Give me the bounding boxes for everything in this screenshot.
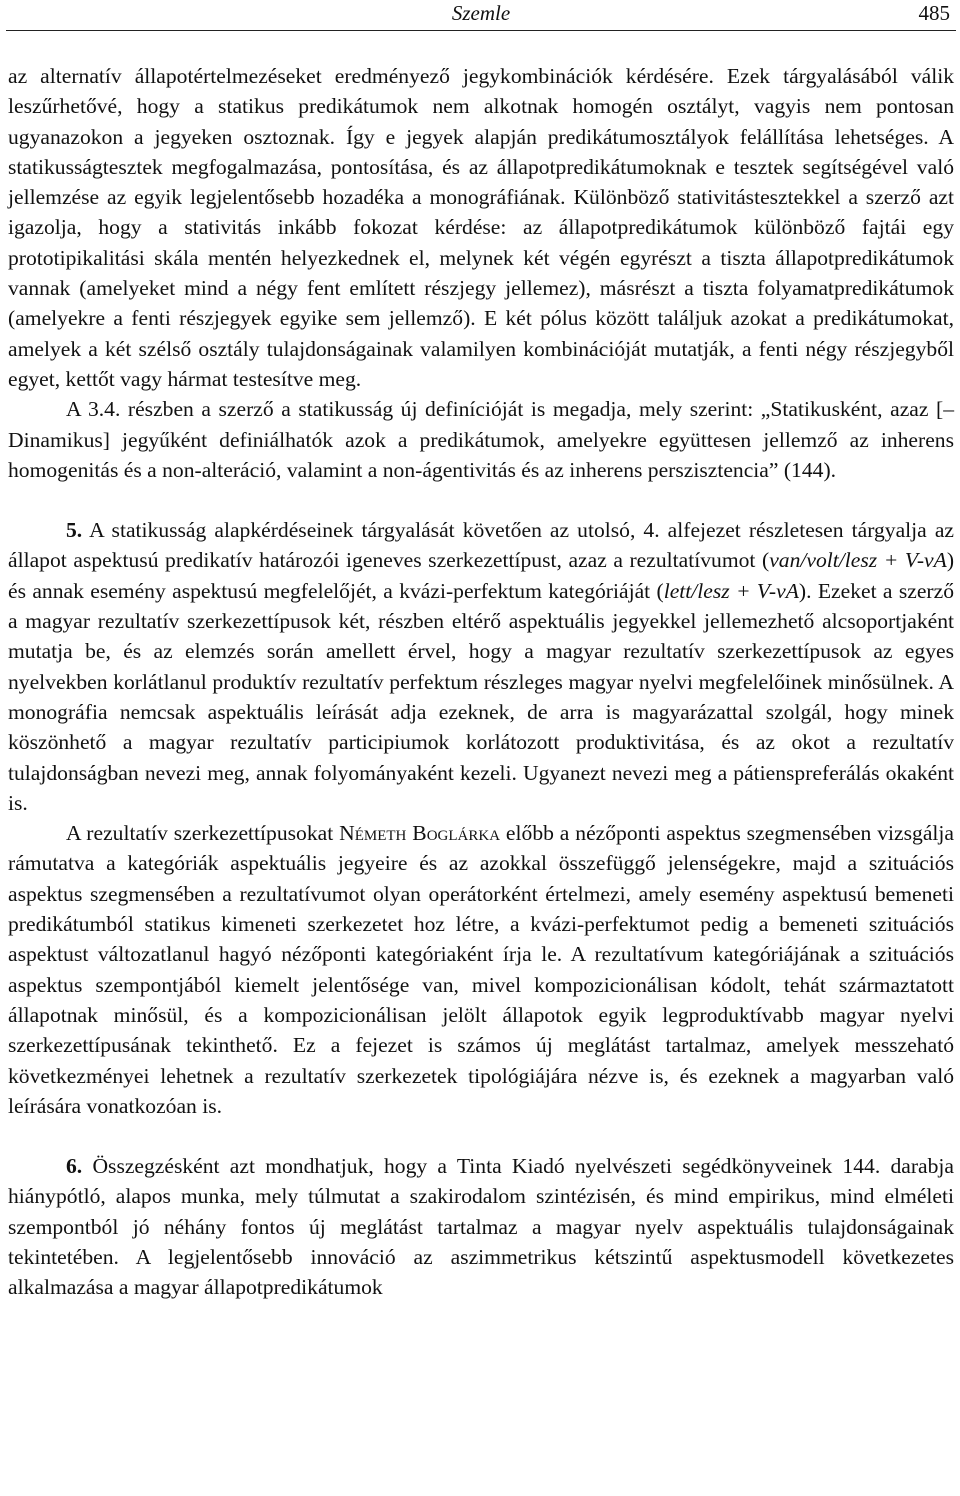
paragraph-section-5 <box>8 515 954 818</box>
paragraph-text: A rezultatív szerkezettípusokat <box>66 821 340 846</box>
paragraph-text: A statikusság alapkérdéseinek tárgyalását követően az utolsó, 4. alfejezet részletesen tárgyalja az állapot aspektusú predikatív határozói igeneves szerkezettípust, azaz a rezultatívumot ( <box>8 518 954 573</box>
running-header <box>8 0 954 30</box>
page-number: 485 <box>918 1 950 25</box>
paragraph-text: ) és annak esemény aspektusú megfelelőjét, a kvázi-perfektum kategóriáját ( <box>8 548 955 603</box>
header-rule <box>6 30 956 31</box>
paragraph-definition: A 3.4. részben a szerző a statikusság új definícióját is megadja, mely szerint: „Statikusként, azaz [–Dinamikus] jegyűként definiálhatók azok a predikátumok, amelyekre együttesen jellemző az inherens homogenitás és a non-alteráció, valamint a non-ágentivitás és az inherens perszisztencia” (144). <box>8 397 954 482</box>
formula-quasi-perfect: lett/lesz + V-vA <box>663 578 799 603</box>
author-name: Németh Boglárka <box>339 821 501 846</box>
paragraph-resultative-types <box>8 818 954 1121</box>
section-number: 5. <box>66 518 83 543</box>
paragraph-section-6 <box>8 1151 954 1302</box>
paragraph-text: ). Ezeket a szerző a magyar rezultatív szerkezettípusok két, részben eltérő aspektuális jegyekkel jellemezhető alcsoportjaként mutatja be, és az elemzés során amellett érvel, hogy a magyar rezultatív szerkezettípusok az egyes nyelvekben korlátlanul produktív rezultatív perfektum részleges magyar nyelvi megfelelőinek minősülnek. A monográfia nemcsak aspektuális leírását adja ezeknek, de arra is magyarázattal szolgál, hogy minek köszönhető a magyar rezultatív participiumok korlátozott produktivitása, és az okot a rezultatív tulajdonságban nevezi meg, annak folyományaként kezeli. Ugyanezt nevezi meg a pátienspreferálás okaként is. <box>8 578 954 815</box>
paragraph-continuation: az alternatív állapotértelmezéseket eredményező jegykombinációk kérdésére. Ezek tárgyalásából válik leszűrhetővé, hogy a statikus predikátumok nem alkotnak homogén osztályt, vagyis nem pontosan ugyanazokon a jegyeken osztoznak. Így e jegyek alapján predikátumosztályok felállítása lehetséges. A statikusságtesztek megfogalmazása, pontosítása, és az állapotpredikátumoknak e tesztek segítségével való jellemzése az egyik legjelentősebb hozadéka a monográfiának. Különböző stativitástesztekkel a szerző azt igazolja, hogy a stativitás inkább fokozat kérdése: az állapotpredikátumok különböző fajtái egy prototipikalitási skála mentén helyezkednek el, melynek két végén egyrészt a tiszta állapotpredikátumok vannak (amelyeket mind a négy fent említett részjegy jellemez), másrészt a tiszta folyamatpredikátumok (amelyekre a fenti részjegyek egyike sem jellemző). E két pólus között találjuk azokat a predikátumokat, amelyek a két szélső osztály tulajdonságainak valamilyen kombinációját mutatják, a fenti négy részjegyből egyet, kettőt vagy hármat testesítve meg. <box>8 64 954 391</box>
paragraph-text: Összegzésként azt mondhatjuk, hogy a Tinta Kiadó nyelvészeti segédkönyveinek 144. darabja hiánypótló, alapos munka, mely túlmutat a szakirodalom szintézisén, és mind empirikus, mind elméleti szempontból jó néhány fontos új meglátást tartalmaz a magyar nyelv aspektuális tulajdonságainak tekintetében. A legjelentősebb innováció az aszimmetrikus kétszintű aspektusmodell következetes alkalmazása a magyar állapotpredikátumok <box>8 1154 954 1300</box>
paragraph-text: előbb a nézőponti aspektus szegmensében vizsgálja rámutatva a kategóriák aspektuális jegyeire és az azokkal összefüggő jelenségekre, majd a szituációs aspektus szegmensében a rezultatívumot olyan operátorként értelmezi, amely esemény aspektusú bemeneti predikátumból statikus kimeneti szerkezetet hoz létre, a kvázi-perfektumot pedig a bemeneti szituációs aspektust változatlanul hagyó nézőponti kategóriaként írja le. A rezultatívum kategóriájának a szituációs aspektus szempontjából kiemelt jelentősége van, mivel kompozicionálisan kódolt, tehát származtatott állapotnak minősül, és a kompozicionálisan jelölt állapotok egyik legproduktívabb magyar nyelvi szerkezettípusának tekinthető. Ez a fejezet is számos új meglátást tartalmaz, amelyek messzeható következményei lehetnek a rezultatív szerkezetek tipológiájára nézve is, és ezeknek a magyarban való leírására vonatkozóan is. <box>8 821 954 1118</box>
review-body <box>8 61 954 1303</box>
formula-resultative: van/volt/lesz + V-vA <box>769 548 947 573</box>
section-number: 6. <box>66 1154 83 1179</box>
running-title: Szemle <box>451 1 511 25</box>
